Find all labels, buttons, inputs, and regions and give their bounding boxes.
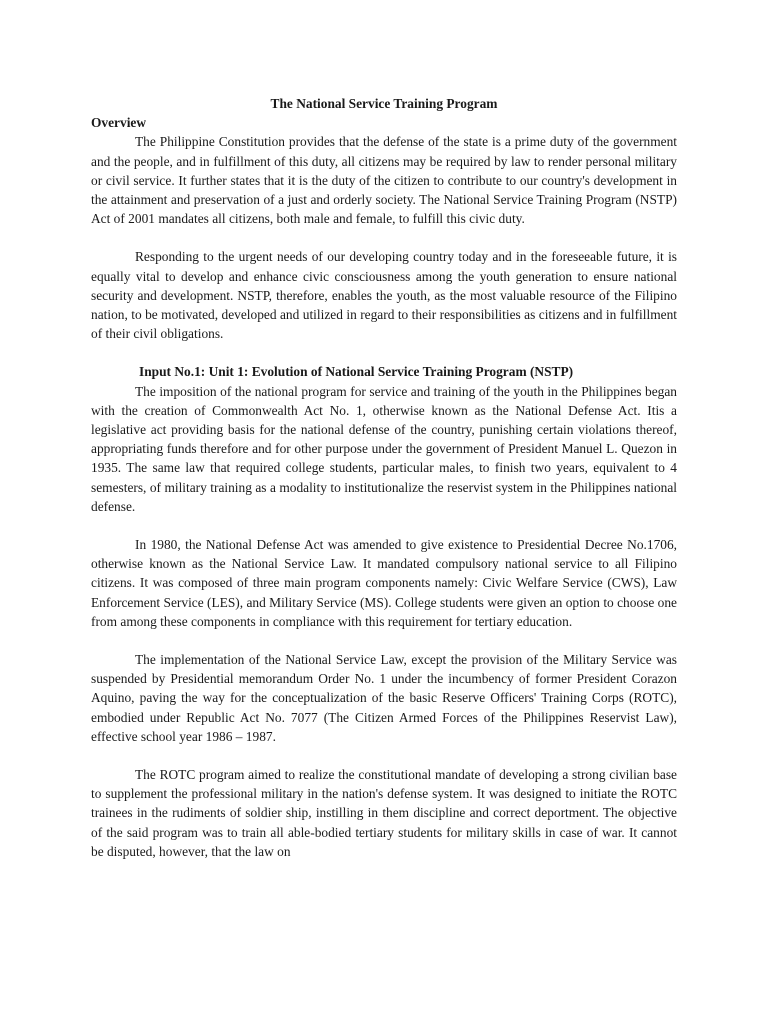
unit-paragraph-3: The implementation of the National Service Law, except the provision of the Military Service was suspended by Presidential memorandum Order No. 1 under the incumbency of former President Corazon Aquino, paving the way for the conceptualization of the basic Reserve Officers' Training Corps (ROTC), embodied under Republic Act No. 7077 (The Citizen Armed Forces of the Philippines Reservist Law), effective school year 1986 – 1987. [91,652,677,744]
unit-paragraph-1: The imposition of the national program for service and training of the youth in the Philippines began with the creation of Commonwealth Act No. 1, otherwise known as the National Defense Act. Itis a legislative act providing basis for the national defense of the country, punishing certain violations thereof, appropriating funds therefore and for other purpose under the government of President Manuel L. Quezon in 1935. The same law that required college students, particular males, to finish two years, equivalent to 4 semesters, of military training as a modality to institutionalize the reservist system in the Philippines national defense. [91,383,677,514]
unit-paragraph-4: The ROTC program aimed to realize the constitutional mandate of developing a strong civilian base to supplement the professional military in the nation's defense system. It was designed to initiate the ROTC trainees in the rudiments of soldier ship, instilling in them discipline and correct deportment. The objective of the said program was to train all able-bodied tertiary students for military skills in case of war. It cannot be disputed, however, that the law on [91,767,677,859]
document-page [91,94,677,880]
document-title: The National Service Training Program [270,96,498,111]
overview-paragraph-2: Responding to the urgent needs of our developing country today and in the foreseeable future, it is equally vital to develop and enhance civic consciousness among the youth generation to ensure national security and development. NSTP, therefore, enables the youth, as the most valuable resource of the Filipino nation, to be motivated, developed and utilized in regard to their responsibilities as citizens and in fulfillment of their civil obligations. [91,249,677,342]
overview-heading: Overview [91,115,147,131]
overview-paragraph-1: The Philippine Constitution provides that the defense of the state is a prime duty of the government and the people, and in fulfillment of this duty, all citizens may be required by law to render personal military or civil service. It further states that it is the duty of the citizen to contribute to our country's development in the attainment and preservation of a just and orderly society. The National Service Training Program (NSTP) Act of 2001 mandates all citizens, both male and female, to fulfill this civic duty. [91,134,677,227]
unit-paragraph-2: In 1980, the National Defense Act was amended to give existence to Presidential Decree No.1706, otherwise known as the National Service Law. It mandated compulsory national service to all Filipino citizens. It was composed of three main program components namely: Civic Welfare Service (CWS), Law Enforcement Service (LES), and Military Service (MS). College students were given an option to choose one from among these components in compliance with this requirement for tertiary education. [91,537,677,629]
unit-heading: Input No.1: Unit 1: Evolution of National Service Training Program (NSTP) [139,364,574,380]
